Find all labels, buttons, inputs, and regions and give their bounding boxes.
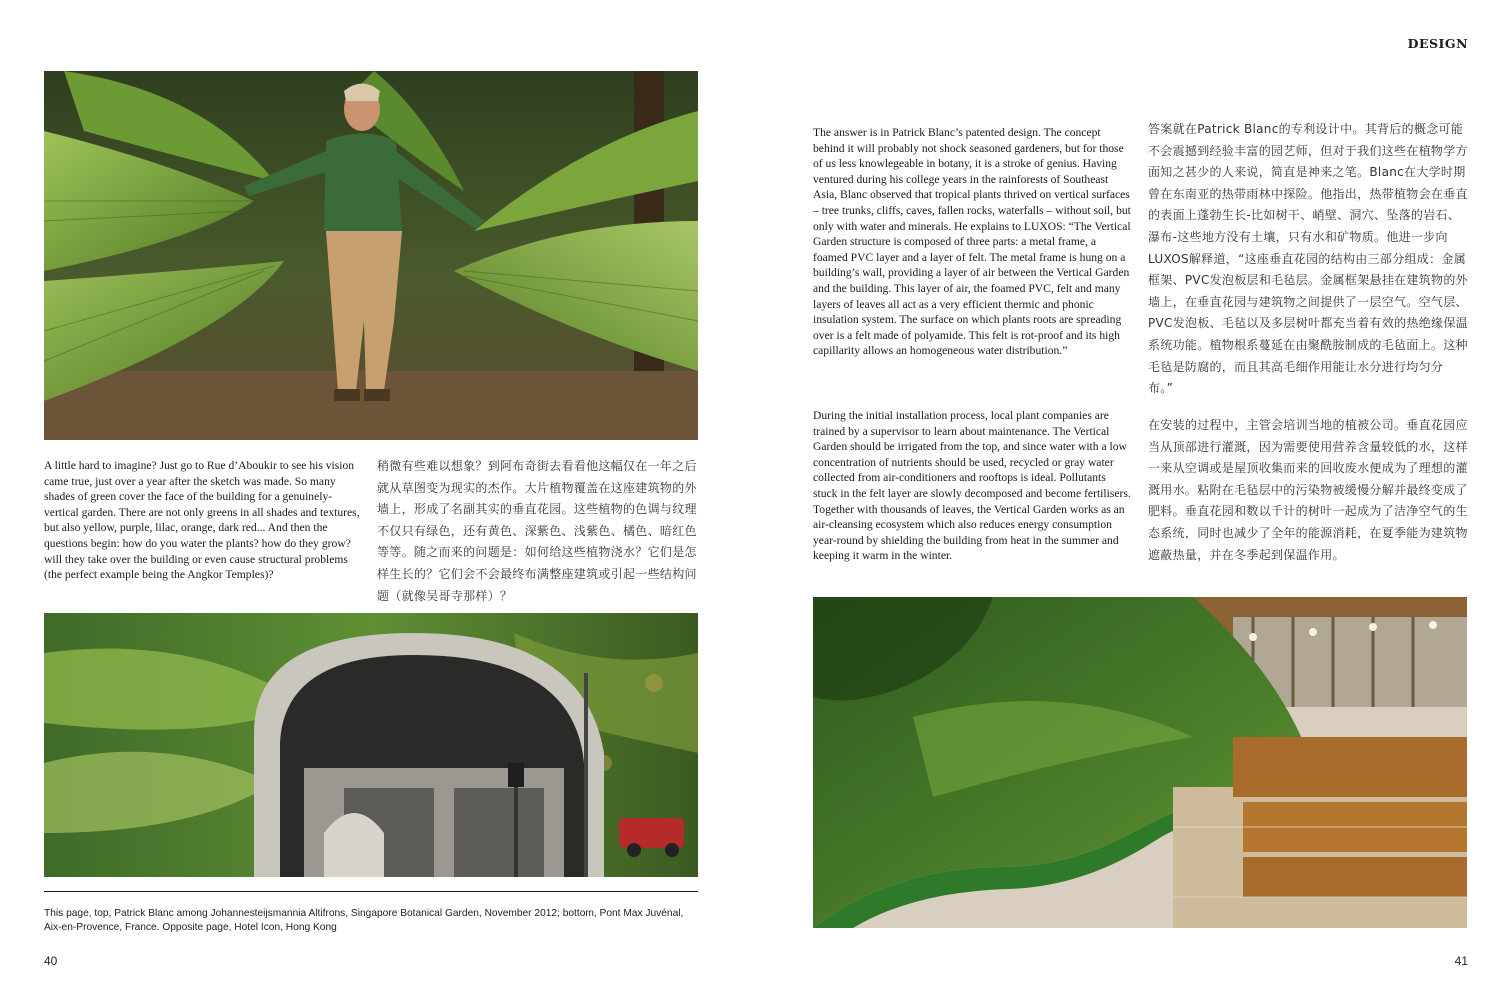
photo-caption: This page, top, Patrick Blanc among Johannesteijsmannia Altifrons, Singapore Botanical Garden, November 2012; bottom, Pont Max Juvénal, Aix-en-Provence, France. Opposite page, Hotel Icon, Hong Kong	[44, 908, 684, 933]
page-number-right: 41	[1454, 954, 1468, 968]
answer-paragraph-zh: 答案就在Patrick Blanc的专利设计中。其背后的概念可能不会震撼到经验丰富的园艺师，但对于我们这些在植物学方面知之甚少的人来说，简直是神来之笔。Blanc在大学时期曾在东南亚的热带雨林中探险。他指出，热带植物会在垂直的表面上蓬勃生长-比如树干、峭壁、洞穴、坠落的岩石、瀑布-这些地方没有土壤，只有水和矿物质。他进一步向LUXOS解释道，“这座垂直花园的结构由三部分组成：金属框架、PVC发泡板层和毛毡层。金属框架悬挂在建筑物的外墙上，在垂直花园与建筑物之间提供了一层空气。空气层、PVC发泡板、毛毡以及多层树叶都充当着有效的热绝缘保温系统功能。植物根系蔓延在由聚酰胺制成的毛毡面上。这种毛毡是防腐的，而且其高毛细作用能让水分进行均匀分布。”	[1148, 122, 1468, 396]
answer-paragraph-en: The answer is in Patrick Blanc’s patented design. The concept behind it will probably not shock seasoned gardeners, but for those of us less knowlegeable in botany, it is a stroke of genius. Having ventured during his college years in the rainforests of Southeast Asia, Blanc observed that tropical plants thrived on vertical surfaces – tree trunks, cliffs, caves, fallen rocks, waterfalls – without soil, but only with water and minerals. He explains to LUXOS: “The Vertical Garden structure is composed of three parts: a metal frame, a foamed PVC layer and a layer of felt. The metal frame is hung on a building’s wall, providing a layer of air between the Vertical Garden and the building. This layer of air, the foamed PVC, felt and many layers of leaves all act as a very efficient thermic and phonic insulation system. The surface on which plants roots are spreading over is a felt made of polyamide. This felt is rot-proof and its high capillarity allows an homogeneous water distribution.”	[813, 126, 1131, 358]
photo-patrick-blanc-garden	[44, 71, 698, 440]
installation-paragraph-en: During the initial installation process, local plant companies are trained by a supervisor to learn about maintenance. The Vertical Garden should be irrigated from the top, and since water with a low concentration of nutrients should be used, recycled or gray water collected from air-conditioners and rooftops is ideal. Pollutants stuck in the felt layer are slowly decomposed and become fertilisers. Together with thousands of leaves, the Vertical Garden works as an air-cleansing ecosystem which also reduces energy consumption year-round by shielding the building from heat in the summer and keeping it warm in the winter.	[813, 409, 1131, 563]
photo-hotel-icon	[813, 597, 1467, 928]
installation-paragraph-zh: 在安装的过程中，主管会培训当地的植被公司。垂直花园应当从顶部进行灌溉，因为需要使用营养含量较低的水，这样一来从空调或是屋顶收集而来的回收废水便成为了理想的灌溉用水。粘附在毛毡层中的污染物被缓慢分解并最终变成了肥料。垂直花园和数以千计的树叶一起成为了洁净空气的生态系统，同时也减少了全年的能源消耗，在夏季能为建筑物遮蔽热量，并在冬季起到保温作用。	[1148, 418, 1468, 562]
page-number-left: 40	[44, 954, 58, 968]
photo-pont-max-juvenal	[44, 613, 698, 877]
intro-paragraph-zh: 稍微有些难以想象？到阿布奇街去看看他这幅仅在一年之后就从草图变为现实的杰作。大片植物覆盖在这座建筑物的外墙上，形成了名副其实的垂直花园。这些植物的色调与纹理不仅只有绿色，还有黄色、深紫色、浅紫色、橘色、暗红色等等。随之而来的问题是：如何给这些植物浇水？它们是怎样生长的？它们会不会最终布满整座建筑或引起一些结构问题（就像吴哥寺那样）？	[377, 459, 697, 603]
caption-rule	[44, 891, 698, 892]
intro-paragraph-en: A little hard to imagine? Just go to Rue d’Aboukir to see his vision came true, just over a year after the sketch was made. So many shades of green cover the face of the building for a genuinely-vertical garden. There are not only greens in all shades and textures, but also yellow, purple, lilac, orange, dark red... And then the questions begin: how do you water the plants? how do they grow? will they take over the building or even cause structural problems (the perfect example being the Angkor Temples)?	[44, 459, 360, 582]
section-label: DESIGN	[1407, 36, 1468, 51]
